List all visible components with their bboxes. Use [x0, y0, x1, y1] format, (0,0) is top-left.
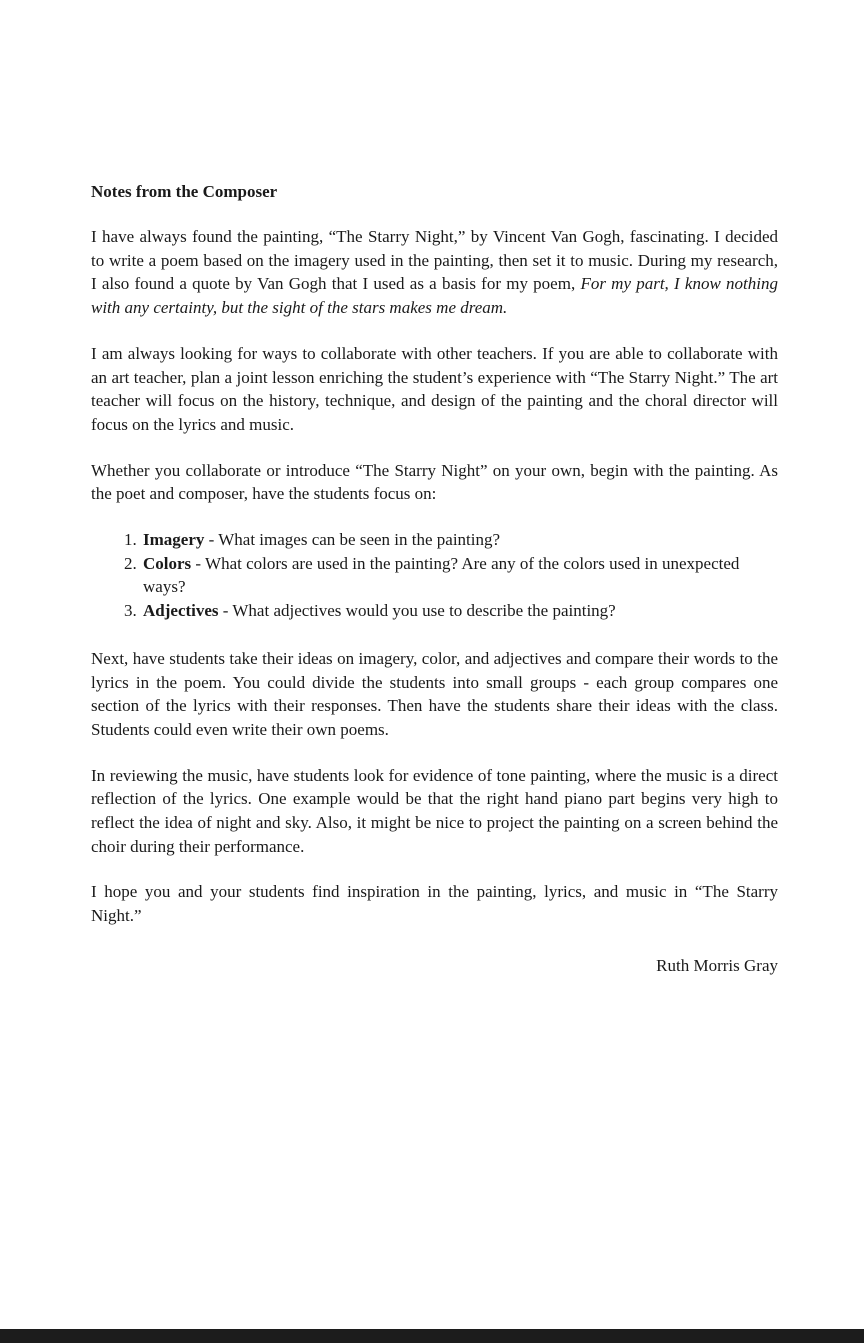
list-item-adjectives-term: Adjectives [143, 601, 219, 621]
paragraph-closing: I hope you and your students find inspiration in the painting, lyrics, and music in “The Starry Night.” [91, 882, 778, 926]
list-item-adjectives-text: - What adjectives would you use to describe the painting? [218, 601, 616, 621]
paragraph-next-steps: Next, have students take their ideas on imagery, color, and adjectives and compare their words to the lyrics in the poem. You could divide the students into small groups - each group compares one section of the lyrics with their responses. Then have the students share their ideas with the class. Students could even write their own poems. [91, 648, 778, 739]
list-item-imagery-text: - What images can be seen in the painting? [204, 530, 501, 550]
focus-list [91, 528, 778, 623]
list-item-adjectives [141, 599, 778, 623]
list-item-colors-term: Colors [143, 553, 192, 573]
paragraph-begin: Whether you collaborate or introduce “The Starry Night” on your own, begin with the painting. As the poet and composer, have the students focus on: [91, 460, 778, 504]
list-item-colors [141, 552, 778, 599]
paragraph-intro [91, 225, 778, 320]
van-gogh-quote: For my part, I know nothing with any certainty, but the sight of the stars makes me dream. [91, 274, 778, 318]
paragraph-collaborate: I am always looking for ways to collaborate with other teachers. If you are able to collaborate with an art teacher, plan a joint lesson enriching the student’s experience with “The Starry Night.” The art teacher will focus on the history, technique, and design of the painting and the choral director will focus on the lyrics and music. [91, 343, 778, 434]
list-item-imagery [141, 528, 778, 552]
paragraph-music-review: In reviewing the music, have students look for evidence of tone painting, where the music is a direct reflection of the lyrics. One example would be that the right hand piano part begins very high to reflect the idea of night and sky. Also, it might be nice to project the painting on a screen behind the choir during their performance. [91, 765, 778, 856]
page-title: Notes from the Composer [91, 182, 278, 201]
document-content [91, 182, 778, 978]
window-bottom-edge [0, 1329, 864, 1343]
list-item-imagery-term: Imagery [143, 530, 205, 550]
list-item-colors-text: - What colors are used in the painting? Are any of the colors used in unexpected ways? [143, 553, 740, 597]
composer-signature: Ruth Morris Gray [656, 955, 778, 975]
paragraph-intro-text: I have always found the painting, “The Starry Night,” by Vincent Van Gogh, fascinating. I decided to write a poem based on the imagery used in the painting, then set it to music. During my research, I also found a quote by Van Gogh that I used as a basis for my poem, [91, 227, 778, 294]
